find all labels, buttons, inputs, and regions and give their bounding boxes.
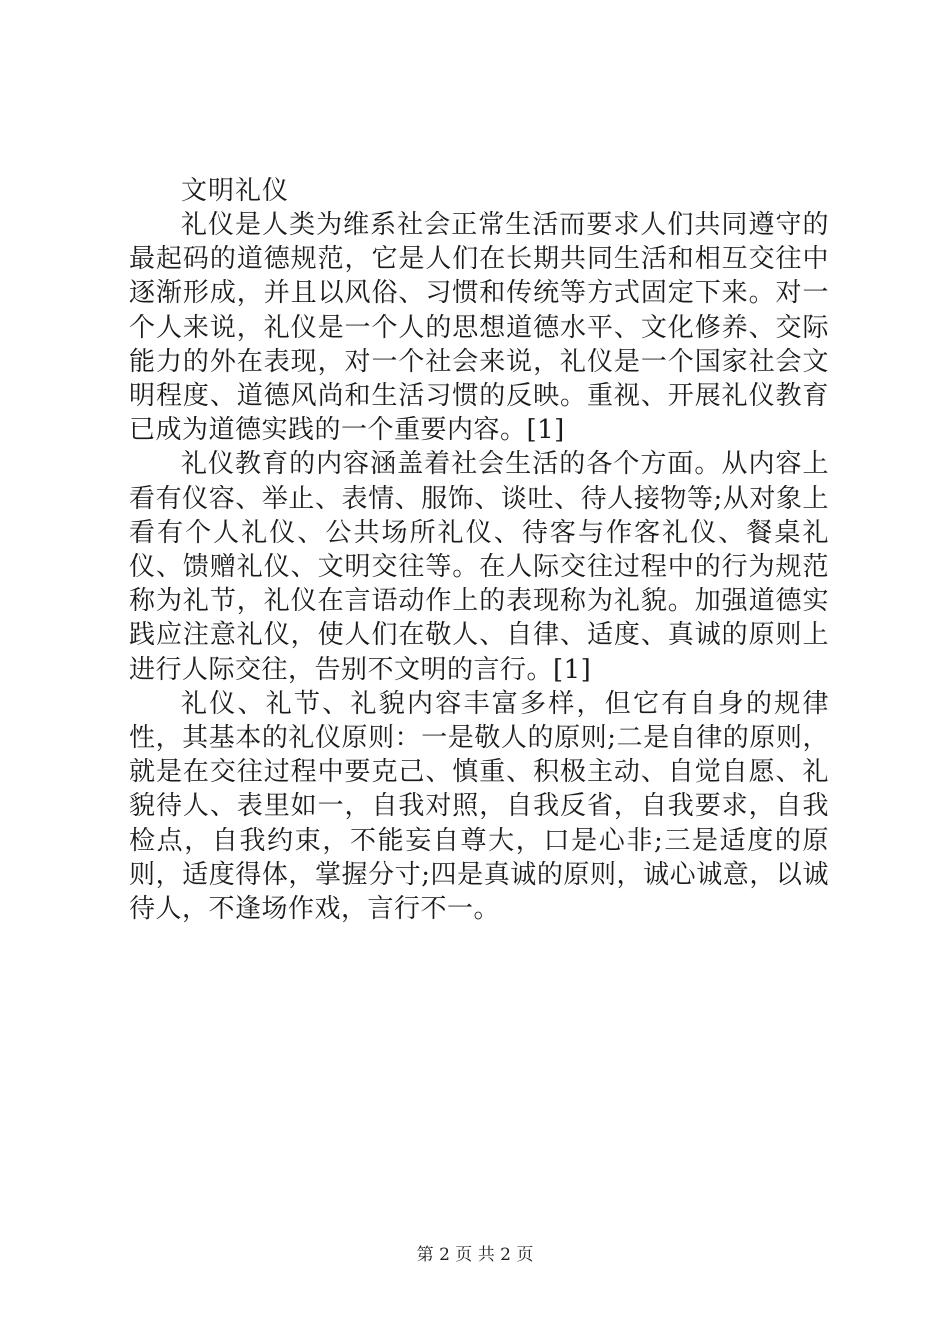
document-title: 文明礼仪: [181, 176, 290, 206]
document-body: [129, 174, 829, 926]
page-number-footer: 第 2 页 共 2 页: [416, 1245, 534, 1265]
paragraph-2: 礼仪教育的内容涵盖着社会生活的各个方面。从内容上看有仪容、举止、表情、服饰、谈吐、待人接物等;从对象上看有个人礼仪、公共场所礼仪、待客与作客礼仪、餐桌礼仪、馈赠礼仪、文明交往等。在人际交往过程中的行为规范称为礼节，礼仪在言语动作上的表现称为礼貌。加强道德实践应注意礼仪，使人们在敬人、自律、适度、真诚的原则上进行人际交往，告别不文明的言行。[1]: [129, 449, 829, 685]
paragraph-3: 礼仪、礼节、礼貌内容丰富多样，但它有自身的规律性，其基本的礼仪原则：一是敬人的原则;二是自律的原则，就是在交往过程中要克己、慎重、积极主动、自觉自愿、礼貌待人、表里如一，自我对照，自我反省，自我要求，自我检点，自我约束，不能妄自尊大，口是心非;三是适度的原则，适度得体，掌握分寸;四是真诚的原则，诚心诚意，以诚待人，不逢场作戏，言行不一。: [129, 688, 829, 925]
paragraph-1: 礼仪是人类为维系社会正常生活而要求人们共同遵守的最起码的道德规范，它是人们在长期共同生活和相互交往中逐渐形成，并且以风俗、习惯和传统等方式固定下来。对一个人来说，礼仪是一个人的思想道德水平、文化修养、交际能力的外在表现，对一个社会来说，礼仪是一个国家社会文明程度、道德风尚和生活习惯的反映。重视、开展礼仪教育已成为道德实践的一个重要内容。[1]: [129, 210, 829, 446]
